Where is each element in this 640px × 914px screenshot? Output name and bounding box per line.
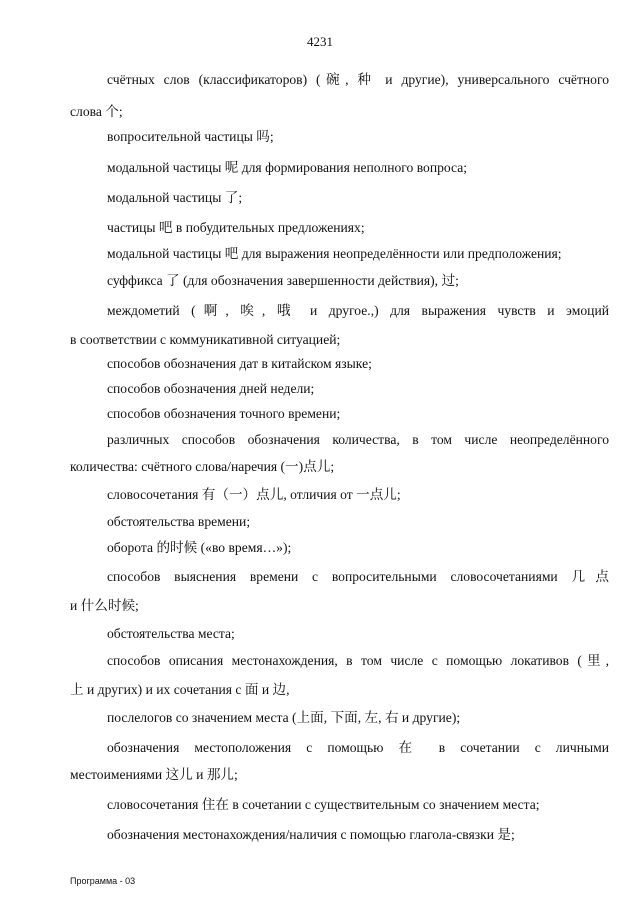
footer: Программа - 03 [70,876,136,886]
text-line: междометий (啊, 唉, 哦 и другое.,) для выражения чувств и эмоций [107,303,609,318]
text-line: обстоятельства места; [107,626,235,641]
text-line: послелогов со значением места (上面, 下面, 左, 右 и другие); [107,710,461,725]
text-line: обозначения местоположения с помощью 在 в сочетании с личными [107,740,609,755]
text-line: местоимениями 这儿 и 那儿; [70,767,238,782]
text-line: способов обозначения дат в китайском языке; [107,356,372,371]
text-line: словосочетания 有（一）点儿, отличия от 一点儿; [107,487,401,502]
text-line: в соответствии с коммуникативной ситуацией; [70,332,341,347]
text-line: модальной частицы 吧 для выражения неопределённости или предположения; [107,246,562,261]
text-line: модальной частицы 呢 для формирования неполного вопроса; [107,160,468,175]
text-line: оборота 的时候 («во время…»); [107,540,292,555]
text-line: счётных слов (классификаторов) (碗, 种 и другие), универсального счётного [107,72,609,87]
text-line: модальной частицы 了; [107,190,243,205]
text-line: обозначения местонахождения/наличия с помощью глагола-связки 是; [107,827,515,842]
text-line: суффикса 了 (для обозначения завершенности действия), 过; [107,273,459,288]
text-line: способов выяснения времени с вопросительными словосочетаниями 几点 [107,569,609,584]
page-number: 4231 [307,34,333,49]
text-line: способов обозначения дней недели; [107,381,315,396]
text-line: и 什么时候; [70,598,139,613]
text-line: словосочетания 住在 в сочетании с существительным со значением места; [107,797,540,812]
text-line: способов описания местонахождения, в том числе с помощью локативов (里, [107,653,609,668]
text-line: обстоятельства времени; [107,514,251,529]
text-line: 上 и других) и их сочетания с 面 и 边, [70,682,290,697]
text-line: частицы 吧 в побудительных предложениях; [107,220,365,235]
text-line: способов обозначения точного времени; [107,406,341,421]
text-line: количества: счётного слова/наречия (一)点儿; [70,459,335,474]
text-line: слова 个; [70,104,123,119]
text-line: вопросительной частицы 吗; [107,129,274,144]
text-line: различных способов обозначения количества, в том числе неопределённого [107,432,609,447]
